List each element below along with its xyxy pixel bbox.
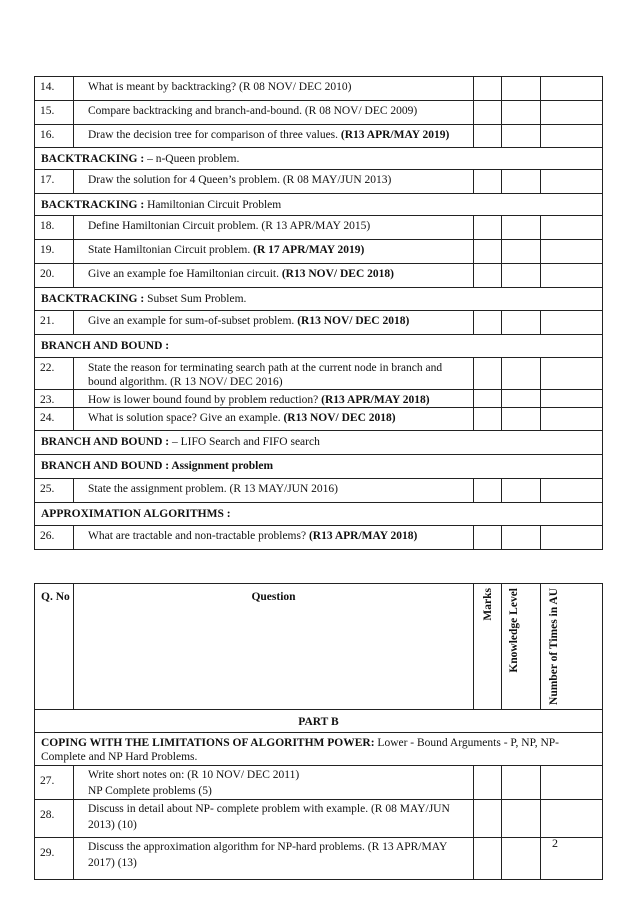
times-cell	[541, 837, 603, 879]
question-text: Draw the solution for 4 Queen’s problem. (R 08 MAY/JUN 2013)	[74, 170, 474, 194]
marks-cell	[474, 311, 502, 335]
question-number: 29.	[35, 837, 74, 879]
marks-cell	[474, 390, 502, 408]
question-text: What is meant by backtracking? (R 08 NOV/ DEC 2010)	[74, 77, 474, 101]
question-text: Draw the decision tree for comparison of three values. (R13 APR/MAY 2019)	[74, 125, 474, 148]
marks-cell	[474, 170, 502, 194]
question-table-part-a	[34, 76, 603, 550]
question-number: 19.	[35, 240, 74, 264]
question-row	[35, 799, 603, 837]
question-number: 17.	[35, 170, 74, 194]
times-cell	[541, 479, 603, 503]
knowledge-cell	[502, 390, 541, 408]
table-header-row	[35, 584, 603, 710]
page-number: 2	[552, 836, 558, 850]
knowledge-cell	[502, 125, 541, 148]
question-row	[35, 170, 603, 194]
marks-cell	[474, 77, 502, 101]
times-cell	[541, 526, 603, 550]
question-text: Write short notes on: (R 10 NOV/ DEC 2011) NP Complete problems (5)	[74, 765, 474, 799]
marks-cell	[474, 101, 502, 125]
question-text: Discuss in detail about NP- complete problem with example. (R 08 MAY/JUN 2013) (10)	[74, 799, 474, 837]
times-in-au-header: Number of Times in AU	[541, 584, 603, 710]
knowledge-cell	[502, 799, 541, 837]
question-row	[35, 216, 603, 240]
marks-cell	[474, 408, 502, 431]
question-text: State the reason for terminating search path at the current node in branch and bound algorithm. (R 13 NOV/ DEC 2016)	[74, 358, 474, 390]
times-cell	[541, 799, 603, 837]
question-row	[35, 311, 603, 335]
question-number: 24.	[35, 408, 74, 431]
section-heading: BACKTRACKING : Hamiltonian Circuit Problem	[35, 194, 603, 216]
part-b-title: PART B	[35, 709, 603, 732]
knowledge-level-header: Knowledge Level	[502, 584, 541, 710]
section-heading: BRANCH AND BOUND : – LIFO Search and FIFO search	[35, 431, 603, 455]
marks-cell	[474, 358, 502, 390]
marks-cell	[474, 479, 502, 503]
times-cell	[541, 216, 603, 240]
knowledge-cell	[502, 216, 541, 240]
knowledge-cell	[502, 479, 541, 503]
question-row	[35, 479, 603, 503]
question-row	[35, 408, 603, 431]
marks-cell	[474, 837, 502, 879]
knowledge-cell	[502, 264, 541, 288]
question-number: 23.	[35, 390, 74, 408]
times-cell	[541, 264, 603, 288]
marks-cell	[474, 216, 502, 240]
question-text: How is lower bound found by problem reduction? (R13 APR/MAY 2018)	[74, 390, 474, 408]
marks-header: Marks	[474, 584, 502, 710]
knowledge-cell	[502, 101, 541, 125]
question-number: 25.	[35, 479, 74, 503]
section-row	[35, 288, 603, 311]
section-heading: BRANCH AND BOUND :	[35, 335, 603, 358]
question-number: 15.	[35, 101, 74, 125]
knowledge-cell	[502, 311, 541, 335]
times-cell	[541, 125, 603, 148]
knowledge-cell	[502, 358, 541, 390]
section-heading: COPING WITH THE LIMITATIONS OF ALGORITHM POWER: Lower - Bound Arguments - P, NP, NP-Complete and NP Hard Problems.	[35, 732, 603, 765]
question-number: 20.	[35, 264, 74, 288]
question-row	[35, 240, 603, 264]
question-number: 18.	[35, 216, 74, 240]
question-header: Question	[74, 584, 474, 710]
question-table-part-b	[34, 583, 603, 880]
section-row	[35, 503, 603, 526]
question-number: 26.	[35, 526, 74, 550]
times-cell	[541, 311, 603, 335]
question-text: Discuss the approximation algorithm for NP-hard problems. (R 13 APR/MAY 2017) (13)	[74, 837, 474, 879]
question-row	[35, 264, 603, 288]
question-number: 14.	[35, 77, 74, 101]
section-row	[35, 194, 603, 216]
marks-cell	[474, 125, 502, 148]
question-text: Compare backtracking and branch-and-bound. (R 08 NOV/ DEC 2009)	[74, 101, 474, 125]
question-row	[35, 77, 603, 101]
knowledge-cell	[502, 765, 541, 799]
question-number: 21.	[35, 311, 74, 335]
section-row	[35, 335, 603, 358]
question-text: Give an example foe Hamiltonian circuit. (R13 NOV/ DEC 2018)	[74, 264, 474, 288]
section-row	[35, 431, 603, 455]
times-cell	[541, 390, 603, 408]
marks-cell	[474, 799, 502, 837]
question-row	[35, 358, 603, 390]
knowledge-cell	[502, 837, 541, 879]
question-row	[35, 765, 603, 799]
section-row	[35, 455, 603, 479]
section-heading: BRANCH AND BOUND : Assignment problem	[35, 455, 603, 479]
question-number: 27.	[35, 765, 74, 799]
qno-header: Q. No	[35, 584, 74, 710]
times-cell	[541, 170, 603, 194]
times-cell	[541, 77, 603, 101]
section-row	[35, 148, 603, 170]
times-cell	[541, 240, 603, 264]
question-row	[35, 526, 603, 550]
section-heading: BACKTRACKING : Subset Sum Problem.	[35, 288, 603, 311]
part-b-row	[35, 709, 603, 732]
marks-cell	[474, 765, 502, 799]
question-text: What are tractable and non-tractable problems? (R13 APR/MAY 2018)	[74, 526, 474, 550]
knowledge-cell	[502, 240, 541, 264]
question-number: 22.	[35, 358, 74, 390]
question-text: State the assignment problem. (R 13 MAY/JUN 2016)	[74, 479, 474, 503]
section-heading: BACKTRACKING : – n-Queen problem.	[35, 148, 603, 170]
knowledge-cell	[502, 526, 541, 550]
times-cell	[541, 765, 603, 799]
times-cell	[541, 408, 603, 431]
question-row	[35, 125, 603, 148]
knowledge-cell	[502, 77, 541, 101]
times-cell	[541, 358, 603, 390]
question-text: State Hamiltonian Circuit problem. (R 17 APR/MAY 2019)	[74, 240, 474, 264]
knowledge-cell	[502, 408, 541, 431]
question-text: Define Hamiltonian Circuit problem. (R 13 APR/MAY 2015)	[74, 216, 474, 240]
marks-cell	[474, 264, 502, 288]
marks-cell	[474, 526, 502, 550]
section-heading: APPROXIMATION ALGORITHMS :	[35, 503, 603, 526]
knowledge-cell	[502, 170, 541, 194]
question-row	[35, 390, 603, 408]
question-number: 28.	[35, 799, 74, 837]
question-number: 16.	[35, 125, 74, 148]
question-text: Give an example for sum-of-subset problem. (R13 NOV/ DEC 2018)	[74, 311, 474, 335]
times-cell	[541, 101, 603, 125]
section-row	[35, 732, 603, 765]
question-row	[35, 101, 603, 125]
marks-cell	[474, 240, 502, 264]
question-row	[35, 837, 603, 879]
question-text: What is solution space? Give an example. (R13 NOV/ DEC 2018)	[74, 408, 474, 431]
